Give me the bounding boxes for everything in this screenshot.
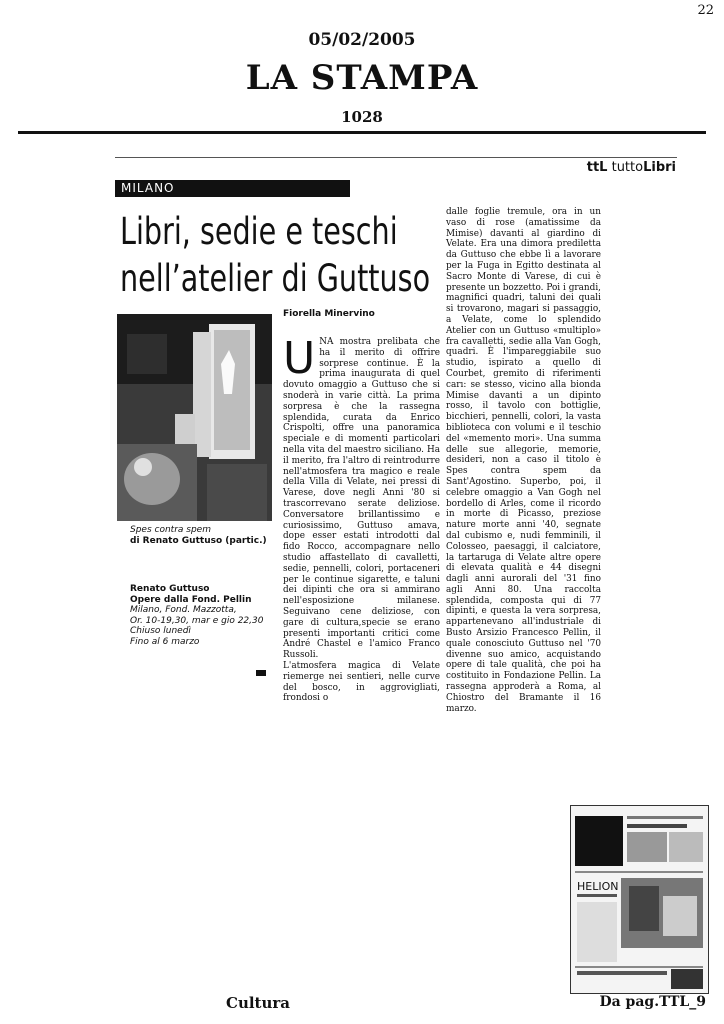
info-hours: Or. 10-19,30, mar e gio 22,30 bbox=[130, 615, 264, 626]
paragraph: dalle foglie tremule, ora in un vaso di rose (amatissime da Mimise) davanti al giardino di Velate. Era una dimora prediletta da Guttuso che ebbe lì a lavorare per la Fuga in Egitto destinata al Sacro Monte di Varese, di cui è presente un bozzetto. Poi i grandi, magnifici quadri, taluni dei quali si trovarono, magari si passaggio, a Velate, come lo splendido Atelier con un Guttuso «multiplo» fra cavalletti, sedie alla Van Gogh, quadri. È l'impareggiabile suo studio, ispirato a quello di Courbet, gremito di riferimenti carı: se stesso, vicino alla bionda Mimise davanti a un dipinto rosso, il tavolo con bottiglie, bicchieri, pennelli, colori, la vasta biblioteca con volumi e il teschio del «memento mori». Una summa delle sue allegorie, memorie, desideri, non a caso il titolo è Spes contra spem da Sant'Agostino. Superbo, poi, il celebre omaggio a Van Gogh nel bordello di Arles, come il ricordo in morte di Picasso, preziose nature morte anni '40, segnate dal cubismo e, nudi femminili, il Colosseo, paesaggi, il calciatore, la tartaruga di Velate altre opere di elevata qualità e 44 disegni dagli anni aurorali del '31 fino agli Anni 80. Una raccolta splendida, composta qui di 77 dipinti, e questa la vera sorpresa, appartenevano all'industriale di Busto Arsizio Francesco Pellin, il quale conosciuto Guttuso nel '70 divenne suo amico, acquistando opere di tale qualità, che poi ha costituito in Fondazione Pellin. La rassegna approderà a Roma, al Chiostro del Bramante il 16 marzo. bbox=[446, 207, 601, 714]
info-venue: Milano, Fond. Mazzotta, bbox=[130, 605, 237, 616]
thumbnail-image bbox=[571, 806, 708, 993]
article-column-1 bbox=[283, 333, 440, 704]
publication-date: 05/02/2005 bbox=[308, 30, 416, 50]
city-label: MILANO bbox=[115, 180, 350, 197]
end-marker bbox=[256, 670, 266, 676]
article-column-2 bbox=[446, 207, 601, 714]
footer-section: Cultura bbox=[226, 994, 290, 1012]
newspaper-masthead: LA STAMPA bbox=[245, 58, 479, 98]
paragraph: NA mostra prelibata che ha il merito di offrire sorprese continue. È la prima inaugurata di quel dovuto omaggio a Guttuso che si snoderà in varie città. La prima sorpresa è che la rassegna splendida, curata da Enrico Crispolti, offre una panoramica speciale e di momenti particolari nella vita del maestro siciliano. Ha il merito, fra l'altro di reintrodurre nell'atmosfera tra magico e reale della Villa di Velate, nei pressi di Varese, dove negli Anni '80 si trascorrevano serate deliziose. Conversatore brillantissimo e curiosissimo, Guttuso amava, dope esser estati introdotti dal fido Rocco, accompagnare nello studio affastellato di cavalletti, sedie, pennelli, colori, portaceneri per le continue sigarette, e taluni dei dipinti che ora si ammirano nell'esposizione milanese. Seguivano cene deliziose, con gare di cultura,specie se erano presenti importanti critici come André Chastel e l'amico Franco Russoli. bbox=[283, 337, 440, 661]
painting-image bbox=[117, 314, 272, 521]
footer-source: Da pag.TTL_9 bbox=[599, 994, 706, 1010]
photo-caption bbox=[130, 525, 267, 547]
issue-number: 1028 bbox=[341, 108, 383, 126]
section-name-bold: Libri bbox=[643, 160, 676, 175]
author-byline: Fiorella Minervino bbox=[283, 309, 375, 319]
article-headline bbox=[120, 208, 431, 302]
section-name-light: tutto bbox=[611, 160, 644, 175]
info-closed: Chiuso lunedì bbox=[130, 626, 191, 637]
section-brand: ttL bbox=[586, 160, 608, 175]
info-artist: Renato Guttuso bbox=[130, 584, 210, 594]
headline-line-1: Libri, sedie e teschi bbox=[120, 210, 398, 253]
section-tag bbox=[587, 160, 676, 175]
headline-line-2: nell’atelier di Guttuso bbox=[120, 257, 431, 300]
info-exhibition: Opere dalla Fond. Pellin bbox=[130, 594, 252, 605]
thumbnail-heading: HELION bbox=[577, 880, 619, 893]
caption-title: Spes contra spem bbox=[130, 525, 211, 535]
caption-credit: di Renato Guttuso (partic.) bbox=[130, 536, 267, 546]
exhibition-info bbox=[130, 584, 263, 648]
drop-cap: U bbox=[283, 333, 316, 384]
page-number: 22 bbox=[697, 3, 714, 18]
painting-photo bbox=[117, 314, 272, 521]
section-rule bbox=[115, 157, 677, 158]
info-until: Fino al 6 marzo bbox=[130, 636, 200, 647]
header-divider bbox=[18, 131, 706, 134]
page-thumbnail bbox=[570, 805, 709, 994]
paragraph: L'atmosfera magica di Velate riemerge nei sentieri, nelle curve del bosco, in aggrovigliati, frondosi o bbox=[283, 660, 440, 704]
